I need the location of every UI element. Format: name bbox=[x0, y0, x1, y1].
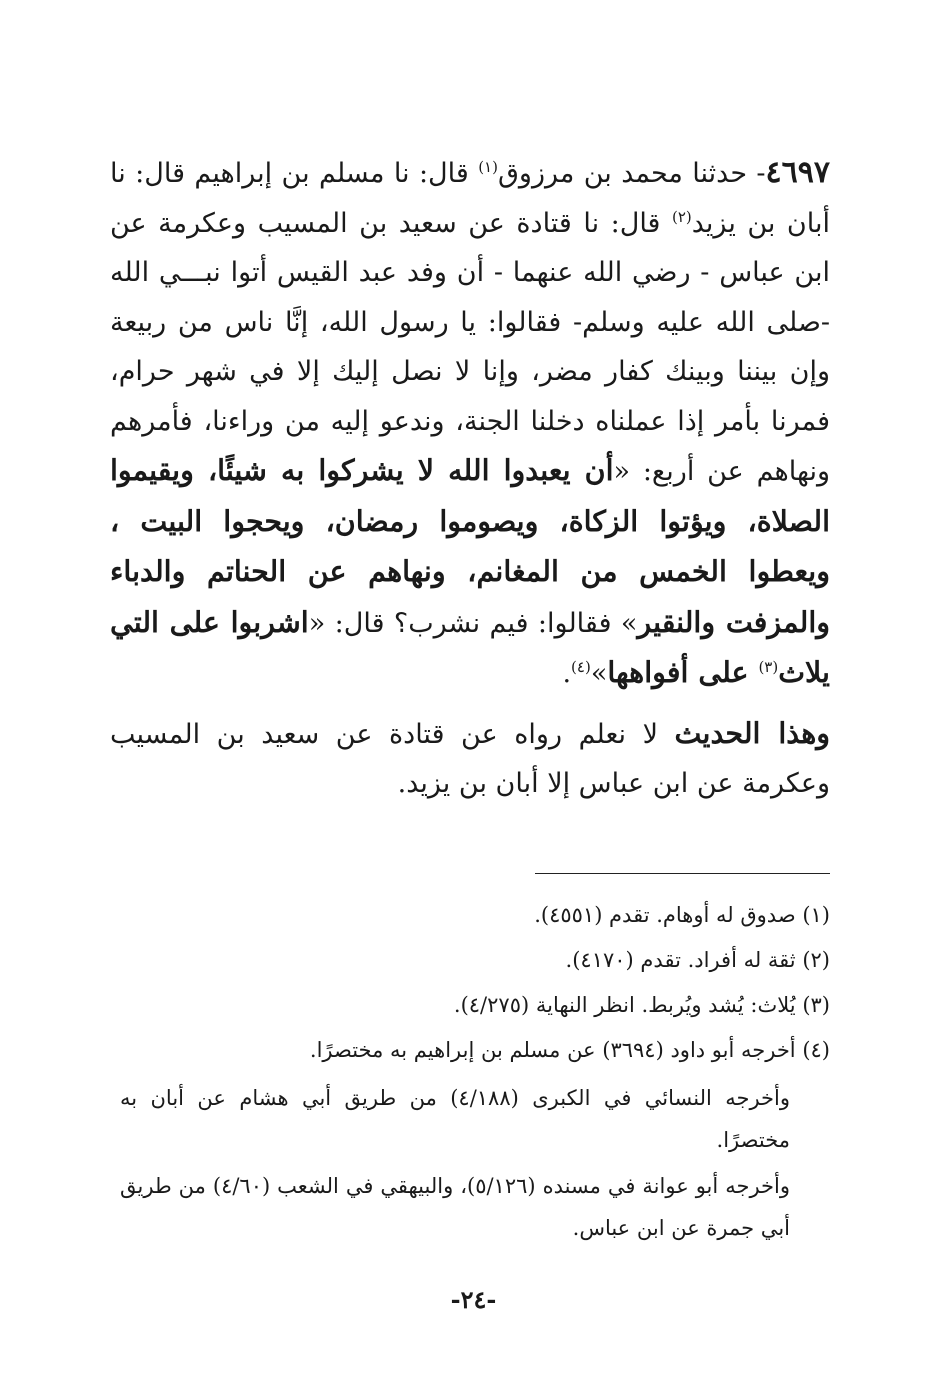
hadith-paragraph bbox=[110, 148, 830, 699]
prophetic-words-2: اشربوا على التي يلاث bbox=[110, 604, 830, 689]
author-comment bbox=[110, 709, 830, 809]
footnotes bbox=[120, 893, 830, 1249]
footnote-3: (٣) يُلاث: يُشد ويُربط. انظر النهاية (٤/٢٧٥). bbox=[453, 993, 830, 1017]
footnote-ref-3[interactable]: (٣) bbox=[758, 658, 779, 676]
footnote-ref-4[interactable]: (٤) bbox=[571, 658, 591, 676]
prophetic-words-1: أن يعبدوا الله لا يشركوا به شيئًا، ويقيموا الصلاة، ويؤتوا الزكاة، ويصوموا رمضان، ويحجوا البيت ، ويعطوا الخمس من المغانم، ونهاهم عن الحناتم والدباء والمزفت والنقير bbox=[110, 453, 831, 639]
footnote-ref-2[interactable]: (٢) bbox=[671, 207, 692, 226]
isnad-middle: قال: نا مسلم بن إبراهيم قال: نا أبان بن يزيد bbox=[110, 158, 831, 239]
matn-question: » فقالوا: فيم نشرب؟ قال: « bbox=[308, 607, 638, 639]
isnad-start: - حدثنا محمد بن مرزوق bbox=[497, 158, 766, 189]
paragraph-end: . bbox=[562, 658, 572, 689]
footnote-4-continued-2: وأخرجه أبو عوانة في مسنده (٥/١٢٦)، والبيهقي في الشعب (٤/٦٠) من طريق أبي جمرة عن ابن عباس. bbox=[120, 1174, 791, 1240]
footnote-2: (٢) ثقة له أفراد. تقدم (٤١٧٠). bbox=[565, 948, 830, 972]
hadith-number: ٤٦٩٧ bbox=[765, 155, 830, 190]
footnote-4: (٤) أخرجه أبو داود (٣٦٩٤) عن مسلم بن إبراهيم به مختصرًا. bbox=[309, 1038, 830, 1062]
footnote-1: (١) صدوق له أوهام. تقدم (٤٥٥١). bbox=[534, 903, 830, 927]
comment-text: لا نعلم رواه عن قتادة عن سعيد بن المسيب وعكرمة عن ابن عباس إلا أبان بن يزيد. bbox=[110, 718, 830, 799]
footnote-divider bbox=[535, 873, 830, 874]
matn-text: قال: نا قتادة عن سعيد بن المسيب وعكرمة عن ابن عباس - رضي الله عنهما - أن وفد عبد القيس أتوا نبـــي الله -صلى الله عليه وسلم- فقالوا: يا رسول الله، إنَّا ناس من ربيعة وإن بيننا وبينك كفار مضر، وإنا لا نصل إليك إلا في شهر حرام، فمرنا بأمر إذا عملناه دخلنا الجنة، وندعو إليه من وراءنا، فأمرهم ونهاهم عن أربع: « bbox=[110, 207, 831, 487]
footnote-4-continued-1: وأخرجه النسائي في الكبرى (٤/١٨٨) من طريق أبي هشام عن أبان به مختصرًا. bbox=[120, 1086, 790, 1152]
quote-close: » bbox=[590, 658, 608, 689]
comment-lead: وهذا الحديث bbox=[674, 715, 830, 750]
prophetic-words-3: على أفواهها bbox=[607, 655, 759, 689]
main-text bbox=[110, 148, 830, 809]
page-number: -٢٤- bbox=[450, 1285, 497, 1314]
footnote-ref-1[interactable]: (١) bbox=[478, 158, 498, 176]
